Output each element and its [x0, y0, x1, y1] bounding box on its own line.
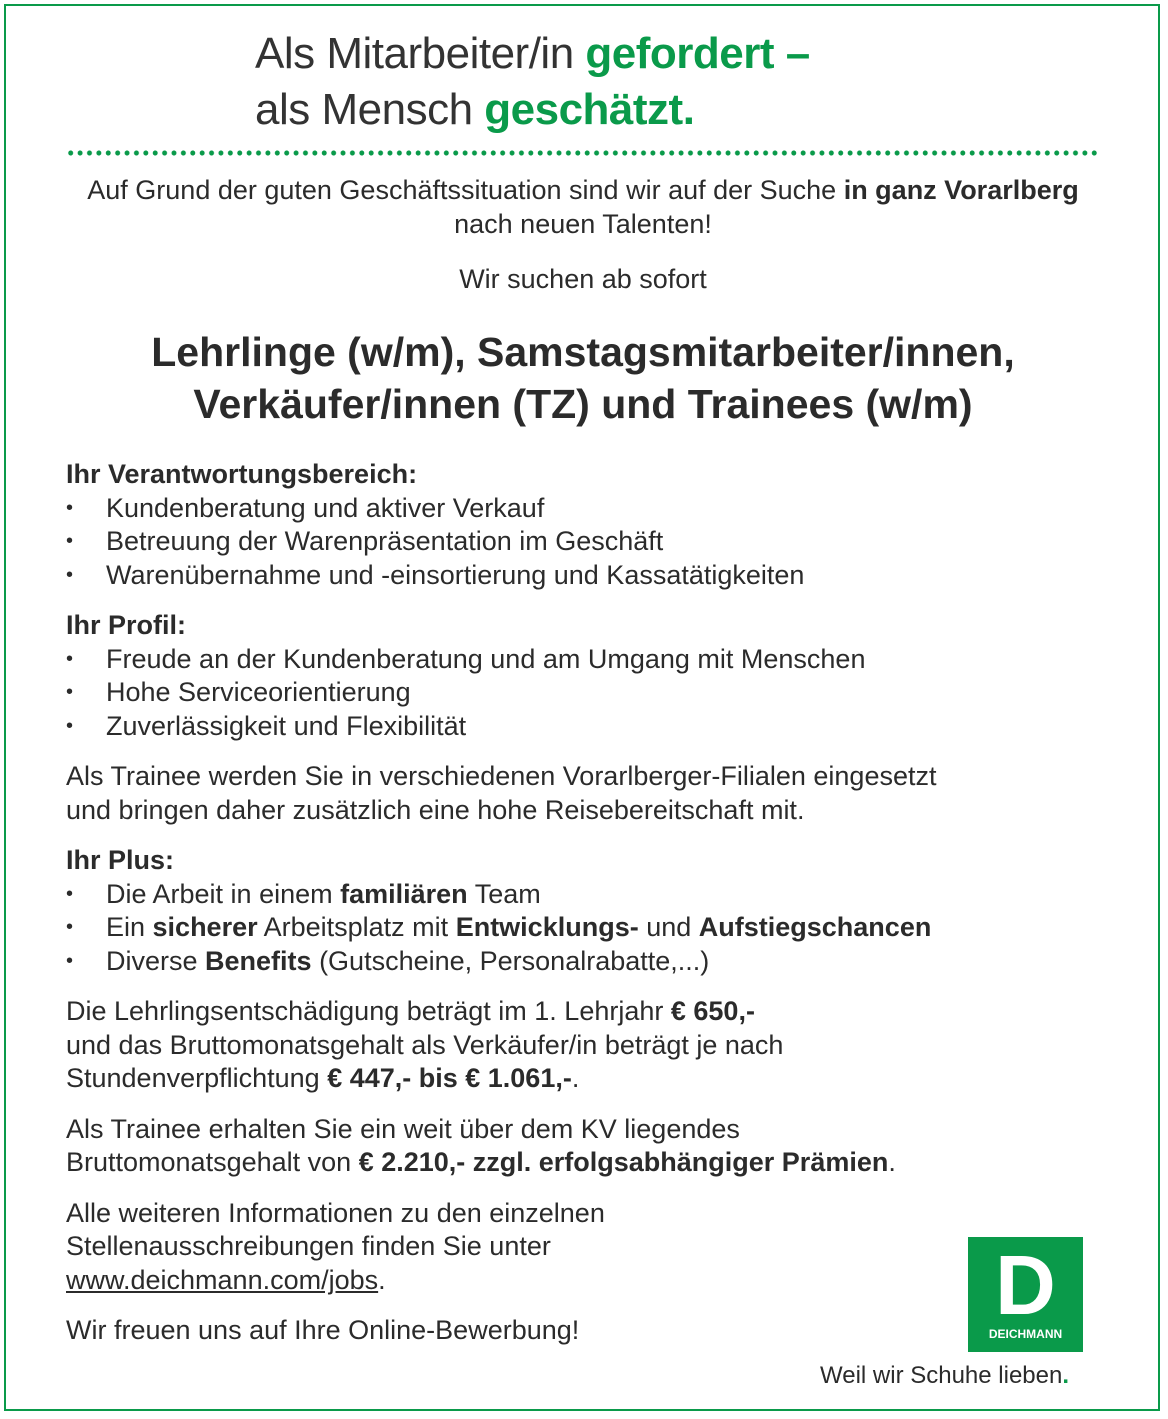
- closing-text: Wir freuen uns auf Ihre Online-Bewerbung!: [66, 1315, 580, 1345]
- info-text: Alle weiteren Informationen zu den einzelnen Stellenausschreibungen finden Sie unter www.deichmann.com/jobs.: [66, 1197, 605, 1295]
- list-item: • Kundenberatung und aktiver Verkauf: [66, 492, 1126, 526]
- list-item: • Freude an der Kundenberatung und am Umgang mit Menschen: [66, 643, 1126, 677]
- profile-list: [66, 643, 1126, 744]
- trainee-salary-text: Als Trainee erhalten Sie ein weit über dem KV liegendes Bruttomonatsgehalt von € 2.210,- zzgl. erfolgsabhängiger Prämien.: [66, 1113, 896, 1177]
- list-item: • Betreuung der Warenpräsentation im Geschäft: [66, 525, 1126, 559]
- slogan: Weil wir Schuhe lieben.: [820, 1362, 1070, 1389]
- headline-accent-1: gefordert –: [585, 29, 810, 78]
- intro-text: Auf Grund der guten Geschäftssituation sind wir auf der Suche in ganz Vorarlberg nach neuen Talenten!: [87, 175, 1079, 239]
- logo-name: DEICHMANN: [988, 1327, 1063, 1341]
- list-item: • Ein sicherer Arbeitsplatz mit Entwicklungs- und Aufstiegschancen: [66, 911, 1126, 945]
- jobs-link[interactable]: www.deichmann.com/jobs: [66, 1264, 379, 1295]
- salary-text: Die Lehrlingsentschädigung beträgt im 1. Lehrjahr € 650,- und das Bruttomonatsgehalt als Verkäufer/in beträgt je nach Stundenverpflichtung € 447,- bis € 1.061,-.: [66, 996, 784, 1093]
- job-title-line-2: Verkäufer/innen (TZ) und Trainees (w/m): [193, 381, 973, 427]
- job-description: [66, 458, 1126, 1348]
- list-item: • Diverse Benefits (Gutscheine, Personalrabatte,...): [66, 945, 1126, 979]
- plus-heading: Ihr Plus:: [66, 845, 175, 875]
- plus-list: [66, 878, 1126, 979]
- headline-line-1: Als Mitarbeiter/in gefordert –: [255, 29, 810, 78]
- responsibility-heading: Ihr Verantwortungsbereich:: [66, 459, 418, 489]
- responsibility-list: [66, 492, 1126, 593]
- search-text: Wir suchen ab sofort: [459, 264, 707, 294]
- job-title-line-1: Lehrlinge (w/m), Samstagsmitarbeiter/innen,: [151, 329, 1015, 375]
- deichmann-logo: [968, 1237, 1083, 1352]
- dotted-divider: [66, 150, 1100, 156]
- trainee-text: Als Trainee werden Sie in verschiedenen Vorarlberger-Filialen eingesetzt und bringen daher zusätzlich eine hohe Reisebereitschaft mit.: [66, 761, 937, 825]
- list-item: • Warenübernahme und -einsortierung und Kassatätigkeiten: [66, 559, 1126, 593]
- profile-heading: Ihr Profil:: [66, 610, 186, 640]
- headline-accent-2: geschätzt.: [484, 85, 695, 134]
- list-item: • Hohe Serviceorientierung: [66, 676, 1126, 710]
- job-title: [40, 326, 1126, 430]
- logo-letter: D: [995, 1238, 1056, 1332]
- list-item: • Die Arbeit in einem familiären Team: [66, 878, 1126, 912]
- headline-line-2: als Mensch geschätzt.: [255, 85, 695, 134]
- list-item: • Zuverlässigkeit und Flexibilität: [66, 710, 1126, 744]
- headline: [255, 26, 810, 138]
